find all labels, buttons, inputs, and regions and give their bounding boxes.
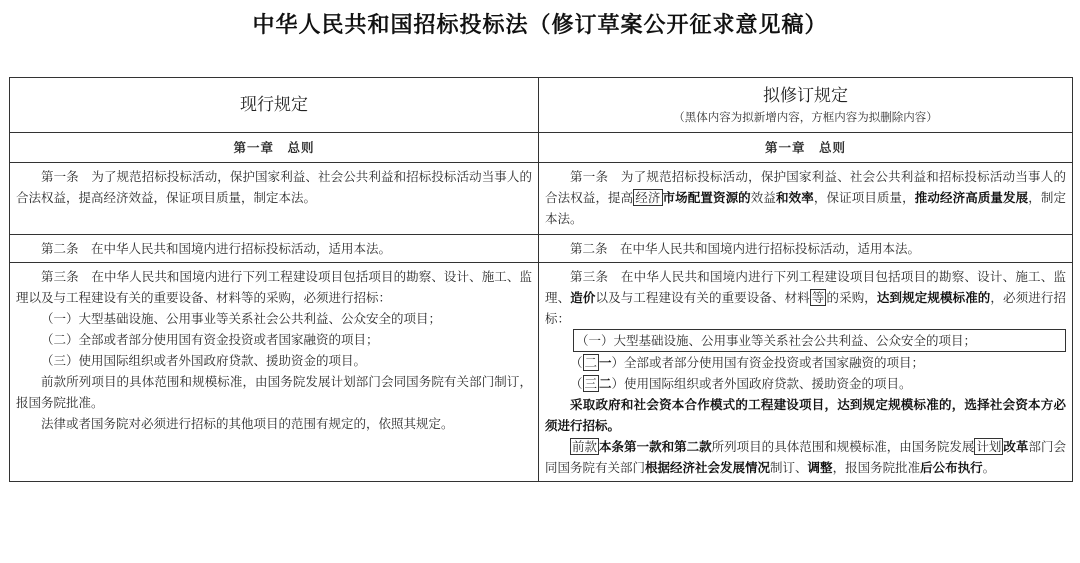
added-text: 市场配置资源的 [662, 190, 751, 205]
article-3-proposed-ppp: 采取政府和社会资本合作模式的工程建设项目，达到规定规模标准的，选择社会资本方必须进行招标。 [545, 397, 1066, 433]
chapter-right: 第一章 总则 [539, 133, 1073, 163]
article-2-current: 第二条 在中华人民共和国境内进行招标投标活动，适用本法。 [41, 241, 392, 256]
article-3-proposed-item-3 [545, 373, 1066, 394]
deleted-text: 二 [584, 355, 598, 370]
added-text: 二 [599, 376, 612, 391]
added-text: 一 [599, 355, 612, 370]
text-segment: （ [570, 355, 583, 370]
added-text: 后公布执行 [920, 460, 983, 475]
article-3-proposed-intro [545, 266, 1066, 329]
text-segment: 第三条 在中华人民共和国境内进行下列工程建设项目包括项目的勘察、设计、施工、监理、 [545, 269, 1066, 305]
article-3-current-para-3: 法律或者国务院对必须进行招标的其他项目的范围有规定的，依照其规定。 [41, 416, 454, 431]
added-text: 根据经济社会发展情况 [645, 460, 771, 475]
article-1-proposed [545, 166, 1066, 229]
article-3-current-item-1: （一）大型基础设施、公用事业等关系社会公共利益、公众安全的项目； [41, 311, 442, 326]
added-text: 本条第一款和第二款 [599, 439, 712, 454]
text-segment: （ [570, 376, 583, 391]
text-segment: ）使用国际组织或者外国政府贷款、援助资金的项目。 [611, 376, 912, 391]
text-segment: 以及与工程建设有关的重要设备、材料 [595, 290, 810, 305]
text-segment: 制订、 [770, 460, 808, 475]
deleted-text: 经济 [635, 190, 661, 205]
article-3-proposed-item-2 [545, 352, 1066, 373]
text-segment: ）全部或者部分使用国有资金投资或者国家融资的项目； [611, 355, 925, 370]
header-current: 现行规定 [240, 95, 308, 115]
header-proposed-cell [539, 78, 1073, 133]
header-current-cell [10, 78, 539, 133]
page-title: 中华人民共和国招标投标法（修订草案公开征求意见稿） [252, 13, 828, 38]
text-segment: 的采购， [826, 290, 877, 305]
article-3-row [10, 263, 1073, 482]
deleted-text: 三 [584, 376, 598, 391]
chapter-row [10, 133, 1073, 163]
article-2-row [10, 235, 1073, 263]
text-segment: ，报国务院批准 [832, 460, 921, 475]
text-segment: 部门会同国务院有关部门 [545, 439, 1066, 475]
header-proposed-note: （黑体内容为拟新增内容，方框内容为拟删除内容） [673, 110, 938, 124]
article-1-row [10, 163, 1073, 235]
text-segment: 效益 [750, 190, 777, 205]
added-text: 达到规定规模标准的 [876, 290, 991, 305]
deleted-text: 计划 [976, 439, 1002, 454]
text-segment: ，必须进行招标： [545, 290, 1066, 326]
added-text: 调整 [807, 460, 833, 475]
text-segment: ，保证项目质量， [813, 190, 915, 205]
comparison-table [9, 77, 1073, 482]
article-1-current: 第一条 为了规范招标投标活动，保护国家利益、社会公共利益和招标投标活动当事人的合法权益，提高经济效益，保证项目质量，制定本法。 [16, 169, 532, 205]
article-3-proposed-cell [539, 263, 1073, 482]
article-2-proposed: 第二条 在中华人民共和国境内进行招标投标活动，适用本法。 [570, 241, 921, 256]
deleted-text: 前款 [572, 439, 598, 454]
deleted-item-1: （一）大型基础设施、公用事业等关系社会公共利益、公众安全的项目； [573, 329, 1066, 352]
deleted-text: 等 [811, 290, 825, 305]
added-text: 改革 [1003, 439, 1029, 454]
text-segment: 第一条 为了规范招标投标活动，保护国家利益、社会公共利益和招标投标活动当事人的合法权益，提高 [545, 169, 1066, 205]
article-3-current-para-2: 前款所列项目的具体范围和规模标准，由国务院发展计划部门会同国务院有关部门制订，报国务院批准。 [16, 374, 532, 410]
chapter-left: 第一章 总则 [10, 133, 539, 163]
article-3-current-item-3: （三）使用国际组织或者外国政府贷款、援助资金的项目。 [41, 353, 367, 368]
article-2-current-cell [10, 235, 539, 263]
article-2-proposed-cell [539, 235, 1073, 263]
article-1-proposed-cell [539, 163, 1073, 235]
header-proposed: 拟修订规定 [763, 86, 848, 106]
text-segment: ，制定本法。 [545, 190, 1066, 226]
article-3-proposed-para-2 [545, 436, 1066, 478]
text-segment: 所列项目的具体范围和规模标准，由国务院发展 [711, 439, 975, 454]
header-row [10, 78, 1073, 133]
text-segment: 。 [982, 460, 996, 475]
added-text: 推动经济高质量发展 [914, 190, 1029, 205]
article-1-current-cell [10, 163, 539, 235]
article-3-current-item-2: （二）全部或者部分使用国有资金投资或者国家融资的项目； [41, 332, 379, 347]
article-3-current-intro: 第三条 在中华人民共和国境内进行下列工程建设项目包括项目的勘察、设计、施工、监理以及与工程建设有关的重要设备、材料等的采购，必须进行招标： [16, 269, 532, 305]
added-text: 造价 [570, 290, 596, 305]
article-3-current-cell [10, 263, 539, 482]
added-text: 和效率 [776, 190, 814, 205]
